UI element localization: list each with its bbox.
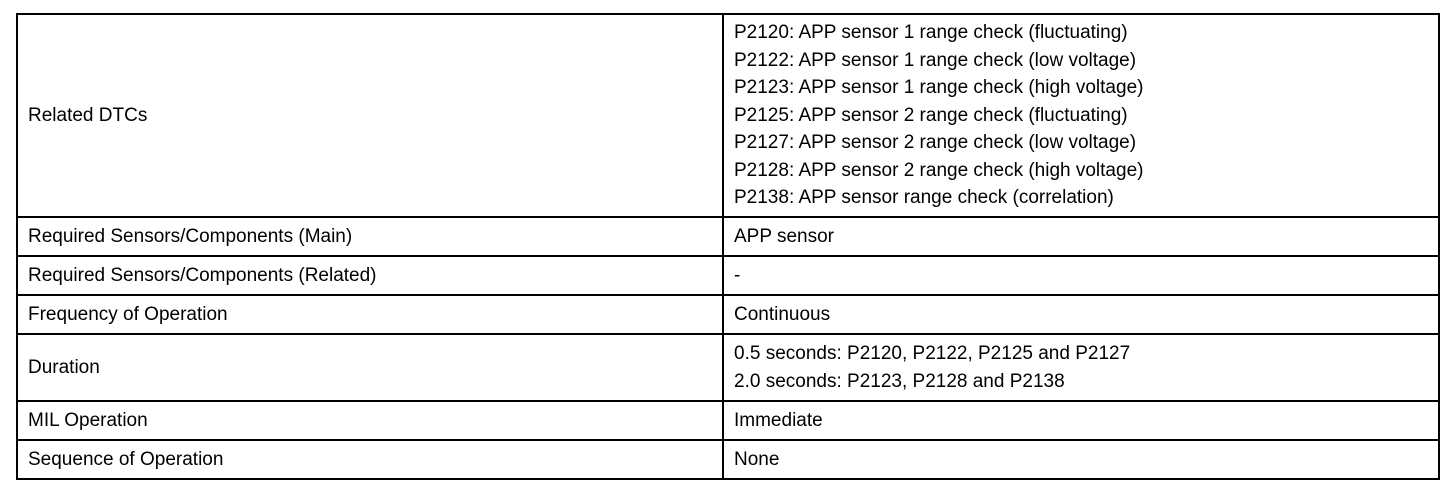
row-value-required-related: - [723,256,1439,295]
table-row-sequence [17,440,1439,479]
row-value-related-dtcs [723,14,1439,217]
row-value-duration [723,334,1439,401]
dtc-line-p2125: P2125: APP sensor 2 range check (fluctuating) [734,104,1128,126]
duration-line-0-5s: 0.5 seconds: P2120, P2122, P2125 and P2127 [734,343,1131,364]
monitor-spec-table [16,13,1440,480]
table-row-frequency [17,295,1439,334]
row-label-required-main: Required Sensors/Components (Main) [17,217,723,256]
row-value-sequence: None [723,440,1439,479]
dtc-line-p2127: P2127: APP sensor 2 range check (low voltage) [734,132,1137,154]
duration-line-2-0s: 2.0 seconds: P2123, P2128 and P2138 [734,370,1065,392]
row-label-frequency: Frequency of Operation [17,295,723,334]
row-label-mil-operation: MIL Operation [17,401,723,440]
table-row-duration [17,334,1439,401]
row-value-required-main: APP sensor [723,217,1439,256]
row-value-mil-operation: Immediate [723,401,1439,440]
dtc-line-p2123: P2123: APP sensor 1 range check (high voltage) [734,77,1144,99]
row-value-frequency: Continuous [723,295,1439,334]
row-label-related-dtcs: Related DTCs [17,14,723,217]
dtc-line-p2122: P2122: APP sensor 1 range check (low voltage) [734,49,1137,71]
dtc-line-p2138: P2138: APP sensor range check (correlation) [734,187,1114,209]
row-label-required-related: Required Sensors/Components (Related) [17,256,723,295]
table-row-related-dtcs [17,14,1439,217]
dtc-line-p2120: P2120: APP sensor 1 range check (fluctuating) [734,22,1128,44]
table-row-mil-operation [17,401,1439,440]
dtc-line-p2128: P2128: APP sensor 2 range check (high voltage) [734,159,1144,181]
row-label-sequence: Sequence of Operation [17,440,723,479]
table-row-required-main [17,217,1439,256]
table-row-required-related [17,256,1439,295]
row-label-duration: Duration [17,334,723,401]
